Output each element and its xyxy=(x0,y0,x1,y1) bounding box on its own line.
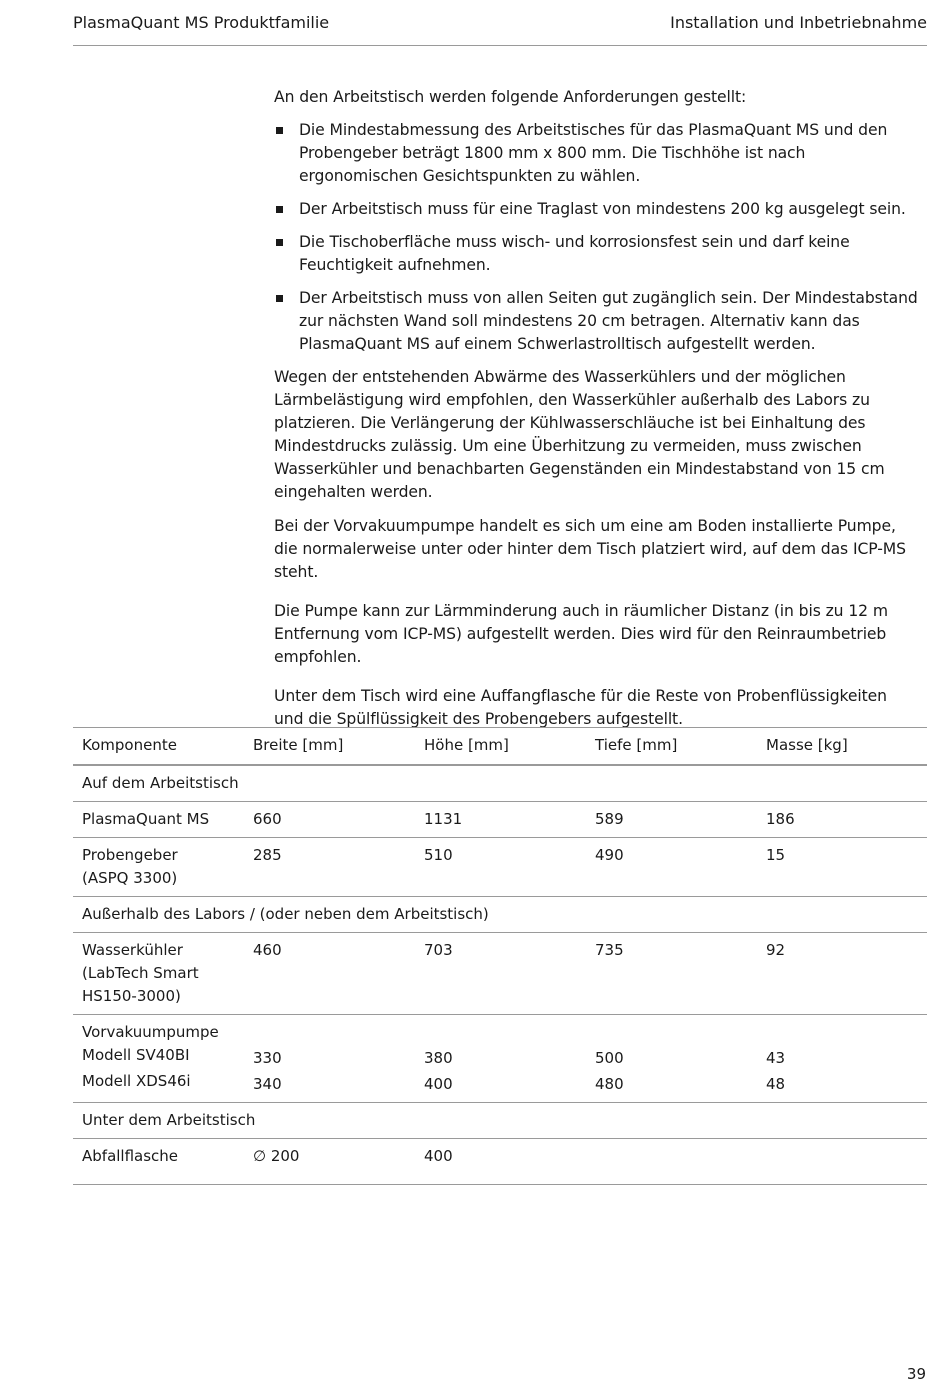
cell-height: 703 xyxy=(415,933,586,1015)
cell-mass: 92 xyxy=(757,933,927,1015)
cell-depth: 490 xyxy=(586,838,757,897)
paragraph-vacuum-pump: Bei der Vorvakuumpumpe handelt es sich um eine am Boden installierte Pumpe, die normalerweise unter oder hinter dem Tisch platziert wird, auf dem das ICP-MS steht. xyxy=(274,517,906,581)
cell-mass xyxy=(757,1139,927,1185)
table-row xyxy=(73,1139,927,1185)
cell-mass: 15 xyxy=(757,838,927,897)
cell-component: Probengeber (ASPQ 3300) xyxy=(73,838,244,897)
cell-width: 460 xyxy=(244,933,415,1015)
cell-width: 330 340 xyxy=(244,1015,415,1103)
cell-component: Wasserkühler (LabTech Smart HS150-3000) xyxy=(73,933,244,1015)
square-bullet-icon xyxy=(276,239,283,246)
column-header-depth: Tiefe [mm] xyxy=(586,728,757,766)
cell-height: 510 xyxy=(415,838,586,897)
cell-width: 285 xyxy=(244,838,415,897)
cell-height: 1131 xyxy=(415,802,586,838)
component-dimensions-table xyxy=(73,727,927,1185)
cell-width: 660 xyxy=(244,802,415,838)
square-bullet-icon xyxy=(276,295,283,302)
cell-component: Vorvakuumpumpe Modell SV40BI Modell XDS46i xyxy=(73,1015,244,1103)
table-row xyxy=(73,802,927,838)
section-on-workbench: Auf dem Arbeitstisch xyxy=(73,765,927,802)
cell-depth xyxy=(586,1139,757,1185)
header-chapter-title: Installation und Inbetriebnahme xyxy=(670,13,927,32)
table-row xyxy=(73,1015,927,1103)
square-bullet-icon xyxy=(276,206,283,213)
header-product-family: PlasmaQuant MS Produktfamilie xyxy=(73,13,330,32)
table-section-row xyxy=(73,1103,927,1139)
cell-depth: 500 480 xyxy=(586,1015,757,1103)
column-header-component: Komponente xyxy=(73,728,244,766)
paragraph-water-cooler: Wegen der entstehenden Abwärme des Wasserkühlers und der möglichen Lärmbelästigung wird empfohlen, den Wasserkühler außerhalb des Labors zu platzieren. Die Verlängerung der Kühlwasserschläuche ist bei Einhaltung des Mindestdrucks zulässig. Um eine Überhitzung zu vermeiden, muss zwischen Wasserkühler und benachbarten Gegenständen ein Mindestabstand von 15 cm eingehalten werden. xyxy=(274,368,885,501)
column-header-width: Breite [mm] xyxy=(244,728,415,766)
table-row xyxy=(73,933,927,1015)
page-number: 39 xyxy=(906,1365,926,1383)
section-under-workbench: Unter dem Arbeitstisch xyxy=(73,1103,927,1139)
column-header-height: Höhe [mm] xyxy=(415,728,586,766)
cell-component: Abfallflasche xyxy=(73,1139,244,1185)
page-header xyxy=(73,10,927,46)
intro-sentence: An den Arbeitstisch werden folgende Anforderungen gestellt: xyxy=(274,88,747,106)
section-outside-lab: Außerhalb des Labors / (oder neben dem Arbeitstisch) xyxy=(73,897,927,933)
table-row xyxy=(73,838,927,897)
requirements-list xyxy=(274,119,919,356)
paragraph-pump-distance: Die Pumpe kann zur Lärmminderung auch in räumlicher Distanz (in bis zu 12 m Entfernung vom ICP-MS) aufgestellt werden. Dies wird für den Reinraumbetrieb empfohlen. xyxy=(274,602,888,666)
cell-mass: 186 xyxy=(757,802,927,838)
cell-mass: 43 48 xyxy=(757,1015,927,1103)
cell-width: ∅ 200 xyxy=(244,1139,415,1185)
list-item: Die Tischoberfläche muss wisch- und korrosionsfest sein und darf keine Feuchtigkeit aufnehmen. xyxy=(274,231,919,277)
cell-height: 380 400 xyxy=(415,1015,586,1103)
square-bullet-icon xyxy=(276,127,283,134)
table-section-row xyxy=(73,765,927,802)
list-item: Der Arbeitstisch muss für eine Traglast von mindestens 200 kg ausgelegt sein. xyxy=(274,198,919,221)
table-section-row xyxy=(73,897,927,933)
cell-height: 400 xyxy=(415,1139,586,1185)
cell-depth: 589 xyxy=(586,802,757,838)
column-header-mass: Masse [kg] xyxy=(757,728,927,766)
list-item: Der Arbeitstisch muss von allen Seiten gut zugänglich sein. Der Mindestabstand zur nächsten Wand soll mindestens 20 cm betragen. Alternativ kann das PlasmaQuant MS auf einem Schwerlastrolltisch aufgestellt werden. xyxy=(274,287,919,356)
table-header-row xyxy=(73,728,927,766)
paragraph-waste-bottle: Unter dem Tisch wird eine Auffangflasche für die Reste von Probenflüssigkeiten und die Spülflüssigkeit des Probengebers aufgestellt. xyxy=(274,687,887,728)
body-text xyxy=(274,86,919,742)
cell-depth: 735 xyxy=(586,933,757,1015)
cell-component: PlasmaQuant MS xyxy=(73,802,244,838)
list-item: Die Mindestabmessung des Arbeitstisches für das PlasmaQuant MS und den Probengeber beträgt 1800 mm x 800 mm. Die Tischhöhe ist nach ergonomischen Gesichtspunkten zu wählen. xyxy=(274,119,919,188)
